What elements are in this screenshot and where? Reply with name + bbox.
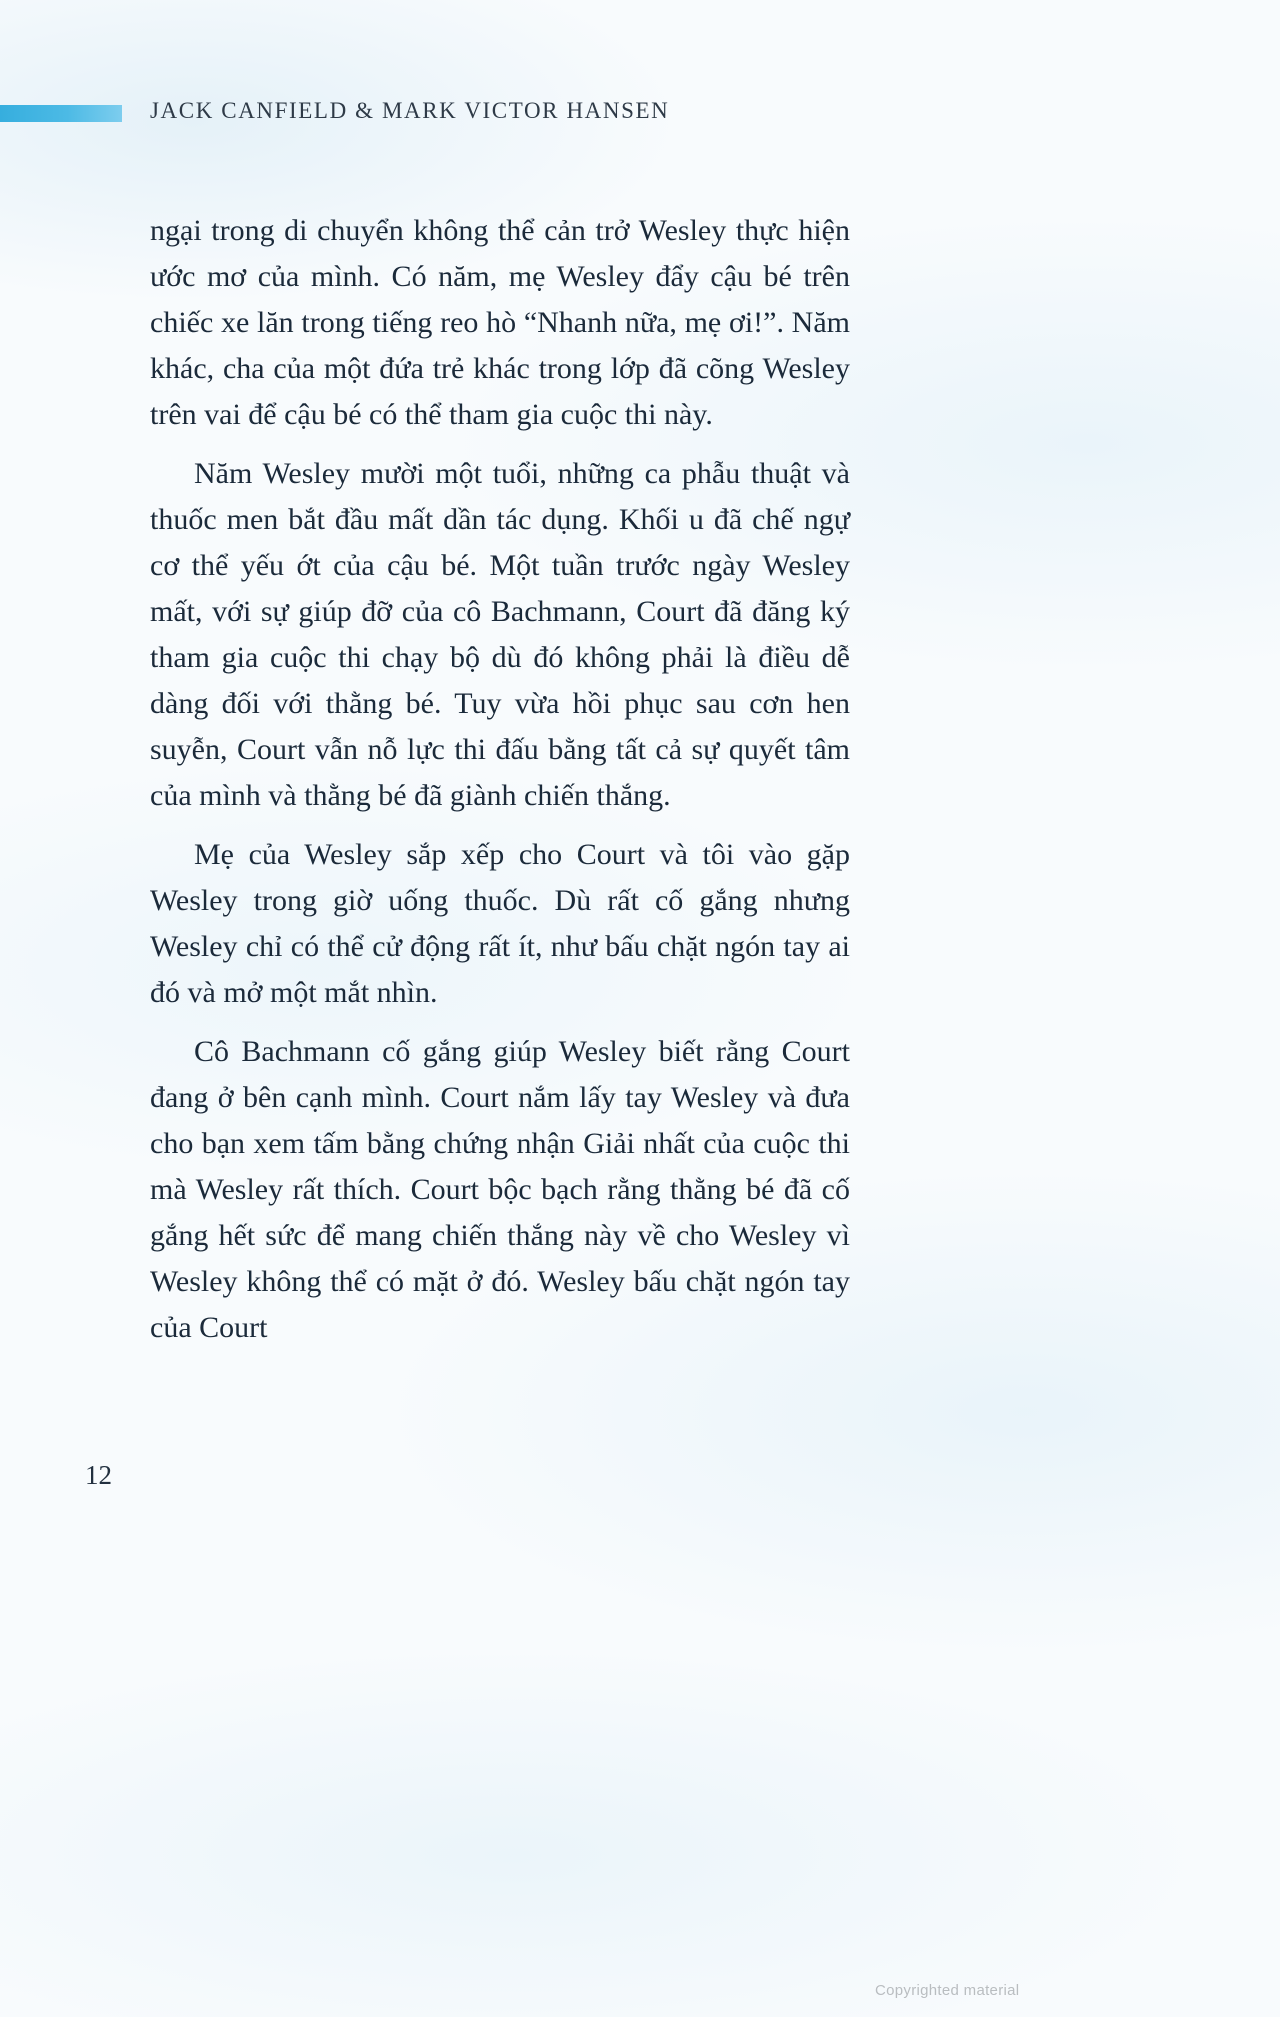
header-accent-bar <box>0 105 122 122</box>
paragraph-4: Cô Bachmann cố gắng giúp Wesley biết rằng Court đang ở bên cạnh mình. Court nắm lấy tay Wesley và đưa cho bạn xem tấm bằng chứng nhận Giải nhất của cuộc thi mà Wesley rất thích. Court bộc bạch rằng thằng bé đã cố gắng hết sức để mang chiến thắng này về cho Wesley vì Wesley không thể có mặt ở đó. Wesley bấu chặt ngón tay của Court <box>150 1035 850 1344</box>
body-text <box>150 208 850 1364</box>
paragraph-3: Mẹ của Wesley sắp xếp cho Court và tôi vào gặp Wesley trong giờ uống thuốc. Dù rất cố gắng nhưng Wesley chỉ có thể cử động rất ít, như bấu chặt ngón tay ai đó và mở một mắt nhìn. <box>150 838 850 1009</box>
copyright-watermark: Copyrighted material <box>875 1982 1020 1999</box>
running-header: JACK CANFIELD & MARK VICTOR HANSEN <box>150 98 670 123</box>
paragraph-1: ngại trong di chuyển không thể cản trở Wesley thực hiện ước mơ của mình. Có năm, mẹ Wesley đẩy cậu bé trên chiếc xe lăn trong tiếng reo hò “Nhanh nữa, mẹ ơi!”. Năm khác, cha của một đứa trẻ khác trong lớp đã cõng Wesley trên vai để cậu bé có thể tham gia cuộc thi này. <box>150 214 850 431</box>
page-number: 12 <box>85 1460 112 1490</box>
paragraph-2: Năm Wesley mười một tuổi, những ca phẫu thuật và thuốc men bắt đầu mất dần tác dụng. Khối u đã chế ngự cơ thể yếu ớt của cậu bé. Một tuần trước ngày Wesley mất, với sự giúp đỡ của cô Bachmann, Court đã đăng ký tham gia cuộc thi chạy bộ dù đó không phải là điều dễ dàng đối với thằng bé. Tuy vừa hồi phục sau cơn hen suyễn, Court vẫn nỗ lực thi đấu bằng tất cả sự quyết tâm của mình và thằng bé đã giành chiến thắng. <box>150 457 850 812</box>
